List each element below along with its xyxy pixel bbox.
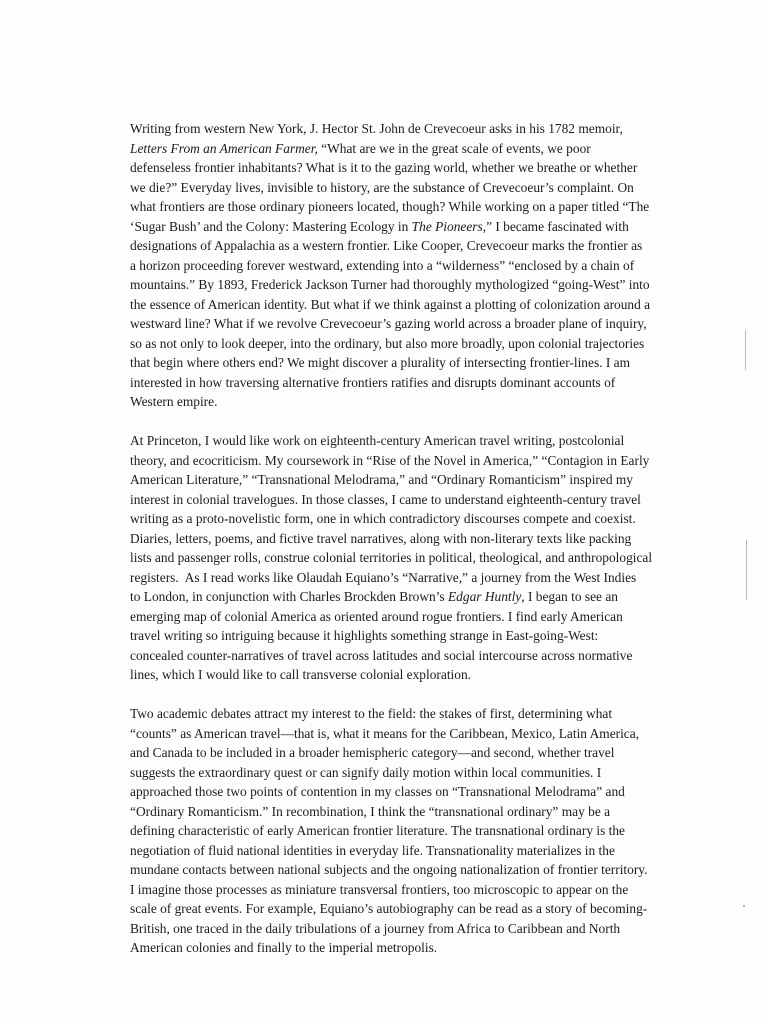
text-line: [130, 490, 660, 510]
body-text: defenseless frontier inhabitants? What is it to the gazing world, whether we breathe or whether: [130, 160, 638, 175]
body-text: designations of Appalachia as a western frontier. Like Cooper, Crevecoeur marks the frontier as: [130, 238, 643, 253]
text-line: [130, 197, 660, 217]
paragraph: [130, 704, 660, 958]
body-text: writing as a proto-novelistic form, one in which contradictory discourses compete and coexist.: [130, 511, 636, 526]
italic-title-text: The Pioneers,: [411, 218, 487, 234]
body-text: to London, in conjunction with Charles Brockden Brown’s: [130, 589, 448, 604]
text-line: [130, 295, 660, 315]
body-text: what frontiers are those ordinary pioneers located, though? While working on a paper titled “The: [130, 199, 650, 214]
italic-title-text: Letters From an American Farmer,: [130, 140, 318, 156]
body-text: that begin where others end? We might discover a plurality of intersecting frontier-lines. I am: [130, 355, 631, 370]
text-line: [130, 802, 660, 822]
body-text: British, one traced in the daily tribulations of a journey from Africa to Caribbean and North: [130, 920, 621, 936]
body-text: mundane contacts between national subjects and the ongoing nationalization of frontier territory.: [130, 862, 648, 877]
text-line: [130, 451, 660, 471]
text-line: [130, 256, 660, 276]
body-text: I imagine those processes as miniature transversal frontiers, too microscopic to appear on the: [130, 881, 629, 897]
text-line: [130, 919, 660, 939]
text-line: [130, 626, 660, 646]
scan-artifact: [743, 905, 745, 907]
text-line: [130, 119, 660, 139]
text-line: [130, 938, 660, 958]
body-text: Diaries, letters, poems, and fictive travel narratives, along with non-literary texts like packing: [130, 530, 632, 546]
body-text: and Canada to be included in a broader hemispheric category—and second, whether travel: [130, 745, 615, 760]
text-line: [130, 373, 660, 393]
body-text: American Literature,” “Transnational Melodrama,” and “Ordinary Romanticism” inspired my: [130, 472, 633, 487]
body-text: concealed counter-narratives of travel across latitudes and social intercourse across normative: [130, 647, 633, 663]
body-text: Writing from western New York, J. Hector St. John de Crevecoeur asks in his 1782 memoir,: [130, 121, 623, 136]
text-line: [130, 782, 660, 802]
body-text: Two academic debates attract my interest to the field: the stakes of first, determining what: [130, 706, 613, 721]
text-line: [130, 548, 660, 568]
text-line: [130, 880, 660, 900]
text-line: [130, 743, 660, 763]
body-text: registers. As I read works like Olaudah Equiano’s “Narrative,” a journey from the West Indies: [130, 569, 637, 585]
text-line: [130, 529, 660, 549]
body-text: , I began to see an: [521, 589, 618, 604]
italic-title-text: Edgar Huntly: [448, 589, 522, 604]
body-text: “What are we in the great scale of events, we poor: [317, 140, 591, 156]
body-text: emerging map of colonial America as oriented around rogue frontiers. I find early American: [130, 608, 623, 624]
text-line: [130, 217, 660, 237]
body-text: travel writing so intriguing because it highlights something strange in East-going-West:: [130, 628, 599, 643]
body-text: ‘Sugar Bush’ and the Colony: Mastering Ecology in: [130, 218, 412, 234]
scan-artifact: [745, 330, 746, 370]
document-body: [130, 119, 660, 977]
text-line: [130, 470, 660, 490]
text-line: [130, 353, 660, 373]
scan-artifact: [746, 540, 747, 600]
text-line: [130, 178, 660, 198]
body-text: Western empire.: [130, 394, 218, 409]
text-line: [130, 607, 660, 627]
body-text: ” I became fascinated with: [486, 218, 629, 234]
text-line: [130, 665, 660, 685]
body-text: “counts” as American travel—that is, what it means for the Caribbean, Mexico, Latin America,: [130, 725, 640, 741]
text-line: [130, 763, 660, 783]
text-line: [130, 724, 660, 744]
body-text: interest in colonial travelogues. In those classes, I came to understand eighteenth-century travel: [130, 491, 641, 507]
text-line: [130, 334, 660, 354]
text-line: [130, 821, 660, 841]
paragraph: [130, 119, 660, 412]
body-text: suggests the extraordinary quest or can signify daily motion within local communities. I: [130, 764, 602, 780]
body-text: approached those two points of contention in my classes on “Transnational Melodrama” and: [130, 784, 625, 799]
text-line: [130, 139, 660, 159]
body-text: negotiation of fluid national identities in everyday life. Transnationality materializes in the: [130, 842, 615, 858]
body-text: “Ordinary Romanticism.” In recombination, I think the “transnational ordinary” may be a: [130, 803, 611, 819]
text-line: [130, 431, 660, 451]
text-line: [130, 860, 660, 880]
text-line: [130, 841, 660, 861]
body-text: so as not only to look deeper, into the ordinary, but also more broadly, upon colonial trajectories: [130, 335, 645, 351]
body-text: lines, which I would like to call transverse colonial exploration.: [130, 667, 471, 682]
text-line: [130, 704, 660, 724]
text-line: [130, 899, 660, 919]
text-line: [130, 236, 660, 256]
text-line: [130, 509, 660, 529]
body-text: a horizon proceeding forever westward, extending into a “wilderness” “enclosed by a chain of: [130, 257, 635, 273]
body-text: interested in how traversing alternative frontiers ratifies and disrupts dominant accounts of: [130, 374, 616, 390]
body-text: mountains.” By 1893, Frederick Jackson Turner had thoroughly mythologized “going-West” into: [130, 277, 650, 292]
body-text: defining characteristic of early American frontier literature. The transnational ordinary is the: [130, 823, 626, 838]
body-text: scale of great events. For example, Equiano’s autobiography can be read as a story of becoming-: [130, 901, 648, 916]
body-text: theory, and ecocriticism. My coursework in “Rise of the Novel in America,” “Contagion in Early: [130, 452, 650, 468]
text-line: [130, 275, 660, 295]
text-line: [130, 158, 660, 178]
text-line: [130, 392, 660, 412]
body-text: the essence of American identity. But what if we think against a plotting of colonization around a: [130, 296, 651, 312]
paragraph: [130, 431, 660, 685]
body-text: lists and passenger rolls, construe colonial territories in political, theological, and anthropological: [130, 550, 653, 565]
body-text: American colonies and finally to the imperial metropolis.: [130, 940, 438, 955]
text-line: [130, 568, 660, 588]
body-text: At Princeton, I would like work on eighteenth-century American travel writing, postcolonial: [130, 433, 625, 448]
text-line: [130, 314, 660, 334]
body-text: we die?” Everyday lives, invisible to history, are the substance of Crevecoeur’s complaint. On: [130, 179, 634, 195]
text-line: [130, 587, 660, 607]
text-line: [130, 646, 660, 666]
body-text: westward line? What if we revolve Crevecoeur’s gazing world across a broader plane of inquiry,: [130, 316, 647, 331]
